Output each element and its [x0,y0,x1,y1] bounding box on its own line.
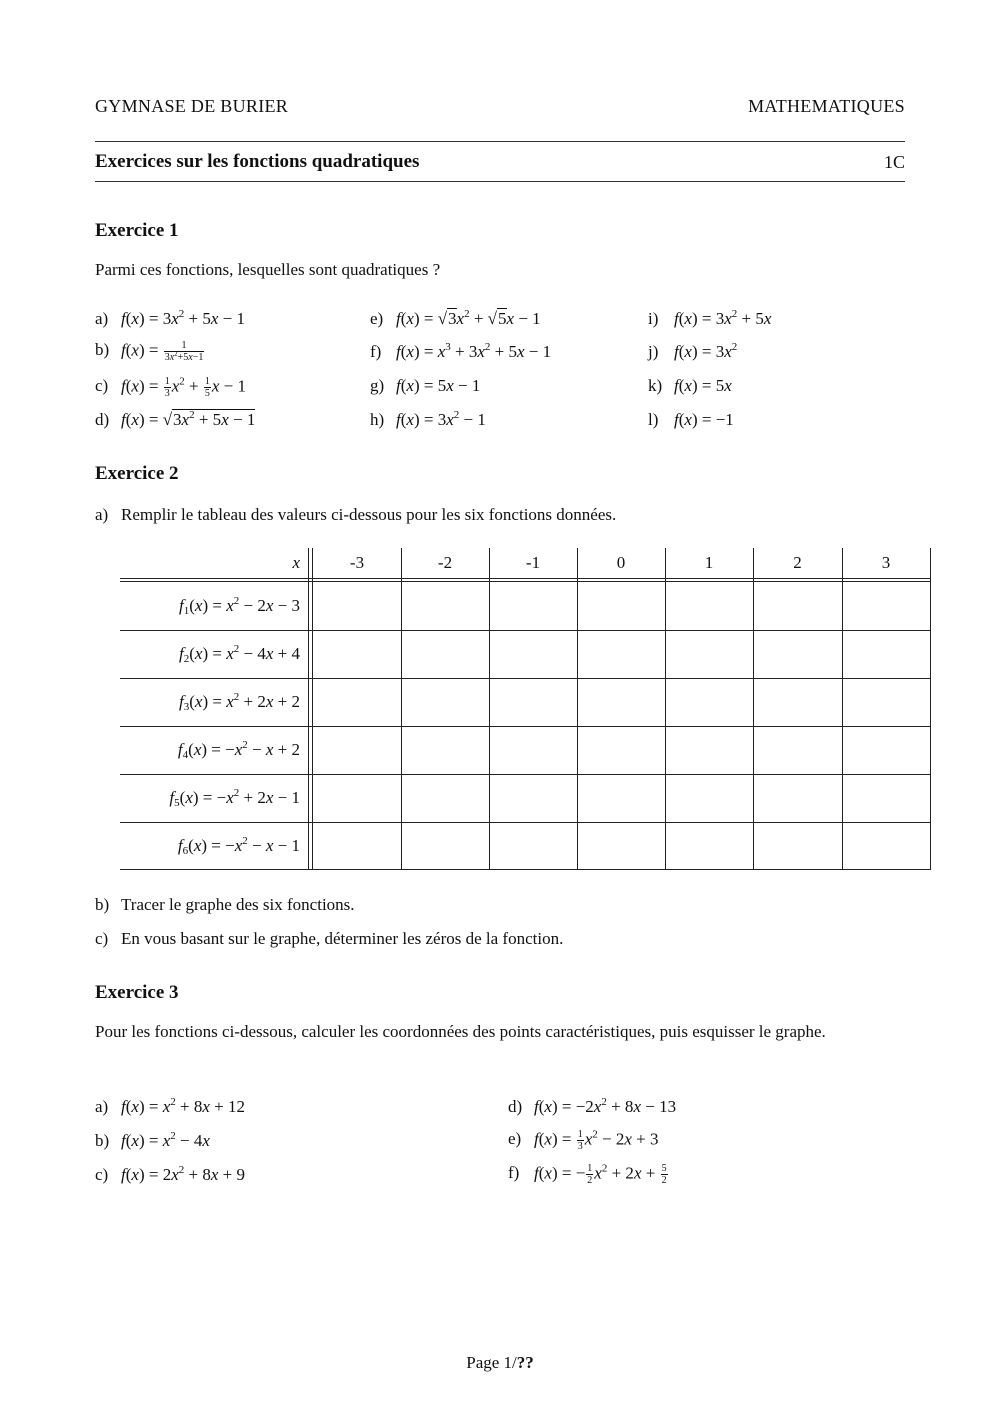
table-row-rule [120,774,930,775]
ex3-item-a: a) $f(x) = x^2 + 8x + 12$ [95,1096,245,1116]
header-rule-bottom [95,181,905,182]
table-row-label: $f_3(x) = x^2 + 2x + 2$ [179,691,300,713]
table-double-rule [308,548,309,870]
ex1-item-k: k) f(x) = 5x [648,376,732,395]
table-column-rule [842,548,843,870]
ex3-item-f: f) f(x) = − $\frac{1}{2}$ $x^2 + 2x$ + $\frac{5}{2}$ [508,1162,667,1186]
table-row-rule [120,630,930,631]
ex1-item-f: f) $f(x) = x^3 + 3x^2 + 5x - 1$ [370,341,552,361]
table-x-value: 2 [793,553,802,572]
table-column-rule [489,548,490,870]
table-column-rule [665,548,666,870]
table-x-value: -1 [525,553,541,572]
table-row-label: $f_1(x) = x^2 - 2x - 3$ [179,595,300,617]
ex1-item-l: l) f(x) = −1 [648,410,734,429]
ex2-part-b: b) Tracer le graphe des six fonctions. [95,895,355,914]
ex1-item-a: a) $f(x) = 3x^2 + 5x - 1$ [95,308,245,328]
ex1-item-g: g) f(x) = 5x − 1 [370,376,481,395]
table-double-rule [312,548,313,870]
table-row-label: $f_4(x) = -x^2 - x + 2$ [177,739,300,761]
table-header-rule [120,581,930,582]
table-x-value: 0 [616,553,626,572]
ex3-item-e: e) f(x) = $\frac{1}{3}$ $x^2 - 2x + 3$ [508,1128,659,1152]
table-header-rule [120,578,930,579]
ex1-item-i: i) $f(x) = 3x^2 + 5x$ [648,308,772,328]
table-x-header: x [292,553,300,572]
table-x-value: 1 [704,553,714,572]
ex1-item-c: c) f(x) = $\frac{1}{3}$ $x^2$ + $\frac{1}{5}$ x − 1 [95,375,246,399]
table-column-rule [577,548,578,870]
exercise-3-heading: Exercice 3 [95,982,179,1003]
table-x-value: -2 [437,553,453,572]
exercise-2-heading: Exercice 2 [95,463,179,484]
ex1-item-h: h) $f(x) = 3x^2 - 1$ [370,409,486,429]
school-name: GYMNASE DE BURIER [95,96,289,116]
ex2-part-c: c) En vous basant sur le graphe, déterminer les zéros de la fonction. [95,929,564,948]
ex3-item-b: b) $f(x) = x^2 - 4x$ [95,1130,210,1150]
table-bottom-rule [120,869,930,870]
ex1-item-e: e) $f(x) = √3x^2 + √5x - 1$ [370,308,541,328]
document-title: Exercices sur les fonctions quadratiques [95,151,420,172]
ex1-item-b: b) f(x) = $\frac{1}{3x^2+5x-1}$ [95,340,204,363]
ex3-item-d: d) $f(x) = -2x^2 + 8x - 13$ [508,1096,677,1116]
ex2-part-a: a) Remplir le tableau des valeurs ci-dessous pour les six fonctions données. [95,505,617,524]
exercise-1-question: Parmi ces fonctions, lesquelles sont quadratiques ? [95,260,441,279]
table-column-rule [401,548,402,870]
subject-name: MATHEMATIQUES [748,96,905,116]
ex3-item-c: c) $f(x) = 2x^2 + 8x + 9$ [95,1164,245,1184]
table-row-rule [120,678,930,679]
class-code: 1C [883,152,905,172]
page-number: Page 1/?? [466,1353,534,1372]
table-x-value: 3 [881,553,891,572]
table-x-value: -3 [349,553,365,572]
ex1-item-j: j) $f(x) = 3x^2$ [648,341,738,361]
table-column-rule [930,548,931,870]
exercise-1-heading: Exercice 1 [95,220,179,241]
ex1-item-d: d) $f(x) = √3x^2 + 5x - 1$ [95,409,256,429]
header-rule-top [95,141,905,142]
values-table [120,548,932,870]
table-row-rule [120,822,930,823]
table-row-label: $f_6(x) = -x^2 - x - 1$ [177,835,300,857]
exercise-3-intro: Pour les fonctions ci-dessous, calculer les coordonnées des points caractéristiques, puis esquisser le graphe. [95,1022,826,1041]
table-row-rule [120,726,930,727]
table-row-label: $f_5(x) = -x^2 + 2x - 1$ [169,787,300,809]
table-row-label: $f_2(x) = x^2 - 4x + 4$ [179,643,300,665]
table-column-rule [753,548,754,870]
